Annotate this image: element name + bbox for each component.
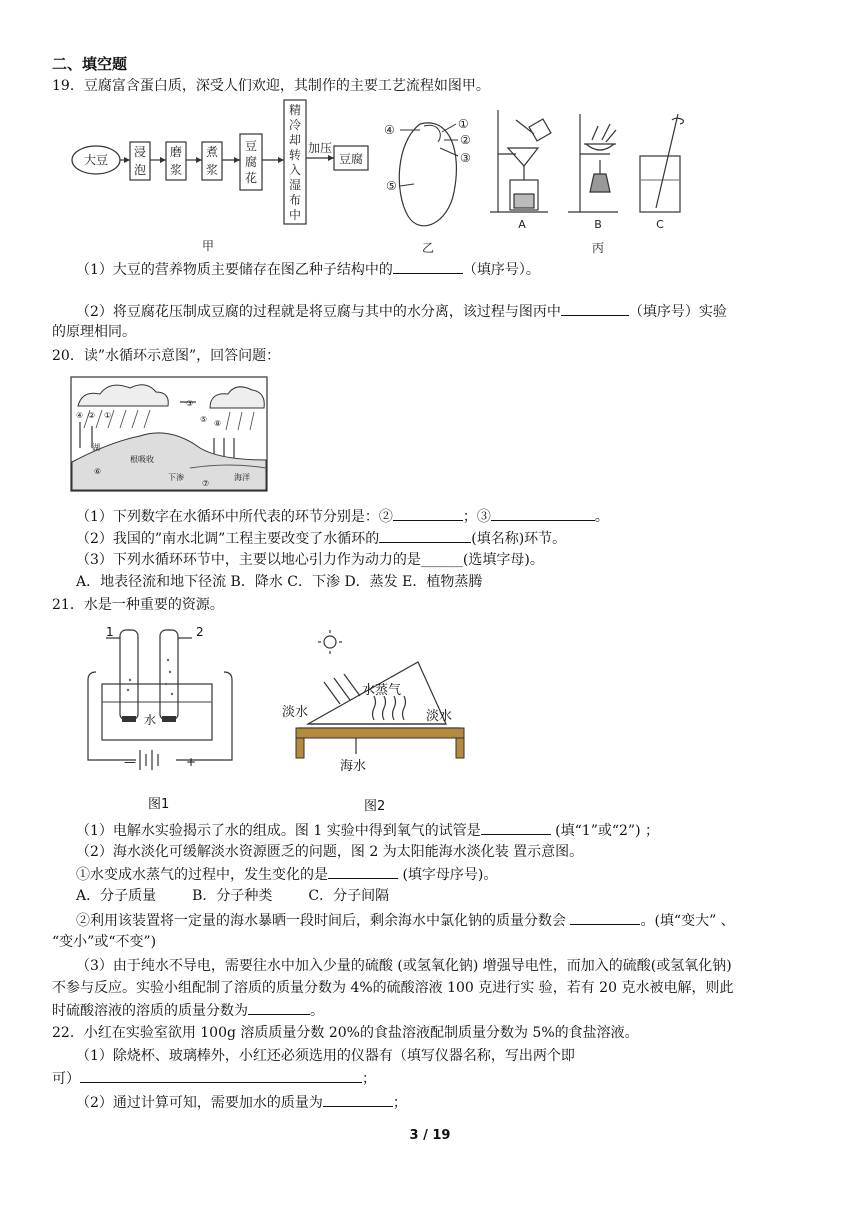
- svg-text:湿: 湿: [288, 178, 302, 192]
- svg-text:腐: 腐: [244, 155, 258, 169]
- svg-text:海洋: 海洋: [234, 473, 250, 482]
- q21-part3-line2: 不参与反应。实验小组配制了溶质的质量分数为 4%的硫酸溶液 100 克进行实 验，若有 20 克水被电解，则此: [52, 980, 734, 996]
- svg-text:水: 水: [144, 713, 157, 727]
- figure1-electrolysis: [84, 620, 234, 815]
- svg-text:海水: 海水: [340, 759, 367, 774]
- svg-text:湖: 湖: [92, 443, 100, 452]
- svg-text:泡: 泡: [133, 163, 147, 177]
- svg-text:浸: 浸: [133, 145, 147, 159]
- svg-text:淡水: 淡水: [282, 705, 309, 720]
- svg-text:④: ④: [384, 123, 395, 137]
- q22-part1: （1）除烧杯、玻璃棒外，小红还必须选用的仪器有（填写仪器名称，写出两个即: [76, 1048, 575, 1064]
- q21-part3-line3: 时硫酸溶液的溶质的质量分数为 。: [52, 1000, 324, 1021]
- svg-text:浆: 浆: [169, 163, 183, 177]
- svg-text:④: ④: [76, 411, 84, 420]
- svg-text:精: 精: [288, 103, 302, 117]
- svg-text:②: ②: [460, 133, 471, 147]
- svg-text:根吸收: 根吸收: [130, 455, 154, 464]
- page-number: 3 / 19: [409, 1128, 451, 1143]
- flow-vertical-labels: [134, 102, 363, 253]
- caption-fig1: 图1: [148, 797, 170, 812]
- svg-text:⑦: ⑦: [202, 479, 210, 488]
- svg-text:煮: 煮: [205, 145, 219, 159]
- svg-text:C: C: [656, 218, 664, 231]
- svg-text:⑥: ⑥: [94, 467, 102, 476]
- q21-part2-2-cont: “变小”或“不变”): [52, 934, 157, 950]
- q21-part2-1: ①水变成水蒸气的过程中，发生变化的是 (填字母序号)。: [76, 864, 497, 885]
- svg-text:下渗: 下渗: [168, 473, 184, 482]
- q21-part2: （2）海水淡化可缓解淡水资源匮乏的问题，图 2 为太阳能海水淡化装 置示意图。: [76, 844, 584, 860]
- q20-part1: （1）下列数字在水循环中所代表的环节分别是：② ；③ 。: [76, 506, 609, 527]
- flow-dadou: 大豆: [83, 153, 109, 167]
- q21-stem: 21．水是一种重要的资源。: [52, 597, 224, 613]
- q19-part1: （1）大豆的营养物质主要储存在图乙种子结构中的 （填序号）。: [76, 259, 540, 280]
- svg-text:豆: 豆: [244, 139, 258, 153]
- figure-bing-apparatus: [488, 104, 688, 260]
- caption-fig2: 图2: [364, 799, 386, 814]
- svg-text:加压: 加压: [307, 141, 333, 155]
- svg-text:①: ①: [104, 411, 112, 420]
- q19-part2-cont: 的原理相同。: [52, 324, 136, 340]
- q21-part3-line1: （3）由于纯水不导电，需要往水中加入少量的硫酸 (或氢氧化钠) 增强导电性，而加入的硫酸(或氢氧化钠): [76, 958, 732, 974]
- svg-text:转: 转: [288, 148, 302, 162]
- figure-jia-flowchart: [68, 98, 378, 258]
- figure-water-cycle: [70, 376, 270, 496]
- svg-text:②: ②: [88, 411, 96, 420]
- svg-text:③: ③: [460, 151, 471, 165]
- svg-text:B: B: [594, 218, 602, 231]
- q22-part1-cont: 可） ；: [52, 1068, 376, 1089]
- svg-text:布: 布: [288, 193, 302, 207]
- svg-text:①: ①: [458, 117, 469, 131]
- q22-stem: 22．小红在实验室欲用 100g 溶质质量分数 20%的食盐溶液配制质量分数为 5%的食盐溶液。: [52, 1025, 639, 1041]
- caption-jia: 甲: [201, 239, 215, 253]
- caption-bing: 丙: [591, 241, 605, 255]
- svg-text:2: 2: [196, 625, 204, 639]
- q19-part2: （2）将豆腐花压制成豆腐的过程就是将豆腐与其中的水分离，该过程与图丙中 （填序号）实验: [76, 301, 727, 322]
- q19-stem: 19．豆腐富含蛋白质，深受人们欢迎，其制作的主要工艺流程如图甲。: [52, 78, 490, 94]
- svg-text:1: 1: [106, 625, 114, 639]
- caption-yi: 乙: [421, 241, 435, 255]
- figure2-desalination: [278, 628, 478, 815]
- q21-options: A．分子质量 B．分子种类 C．分子间隔: [76, 888, 390, 904]
- svg-text:入: 入: [288, 163, 302, 177]
- q20-part2: （2）我国的”南水北调”工程主要改变了水循环的 (填名称)环节。: [76, 528, 566, 549]
- figure-yi-seed: [380, 112, 490, 258]
- section-title: 二、填空题: [52, 55, 128, 73]
- q20-stem: 20．读”水循环示意图”，回答问题：: [52, 348, 281, 364]
- svg-text:A: A: [518, 218, 526, 231]
- svg-text:花: 花: [244, 171, 258, 185]
- q20-options: A．地表径流和地下径流 B．降水 C．下渗 D．蒸发 E．植物蒸腾: [76, 574, 483, 590]
- svg-text:豆腐: 豆腐: [338, 152, 364, 166]
- svg-text:浆: 浆: [205, 163, 219, 177]
- svg-text:中: 中: [288, 208, 302, 222]
- svg-text:水蒸气: 水蒸气: [362, 683, 402, 698]
- svg-text:冷: 冷: [288, 118, 302, 132]
- svg-text:③: ③: [186, 399, 194, 408]
- q21-part2-2: ②利用该装置将一定量的海水暴晒一段时间后，剩余海水中氯化钠的质量分数会 。(填“变大” 、: [76, 910, 735, 931]
- svg-text:+: +: [186, 755, 197, 769]
- q20-part3: （3）下列水循环环节中，主要以地心引力作为动力的是______(选填字母)。: [76, 552, 544, 568]
- q22-part2: （2）通过计算可知，需要加水的质量为 ；: [76, 1092, 407, 1113]
- q21-part1: （1）电解水实验揭示了水的组成。图 1 实验中得到氧气的试管是 (填“1”或“2”) ；: [76, 820, 659, 841]
- svg-text:⑤: ⑤: [200, 415, 208, 424]
- svg-text:淡水: 淡水: [426, 709, 453, 724]
- svg-text:却: 却: [288, 133, 302, 147]
- svg-text:磨: 磨: [169, 145, 183, 159]
- svg-text:⑧: ⑧: [214, 419, 222, 428]
- svg-text:⑤: ⑤: [386, 179, 397, 193]
- svg-text:—: —: [124, 755, 136, 769]
